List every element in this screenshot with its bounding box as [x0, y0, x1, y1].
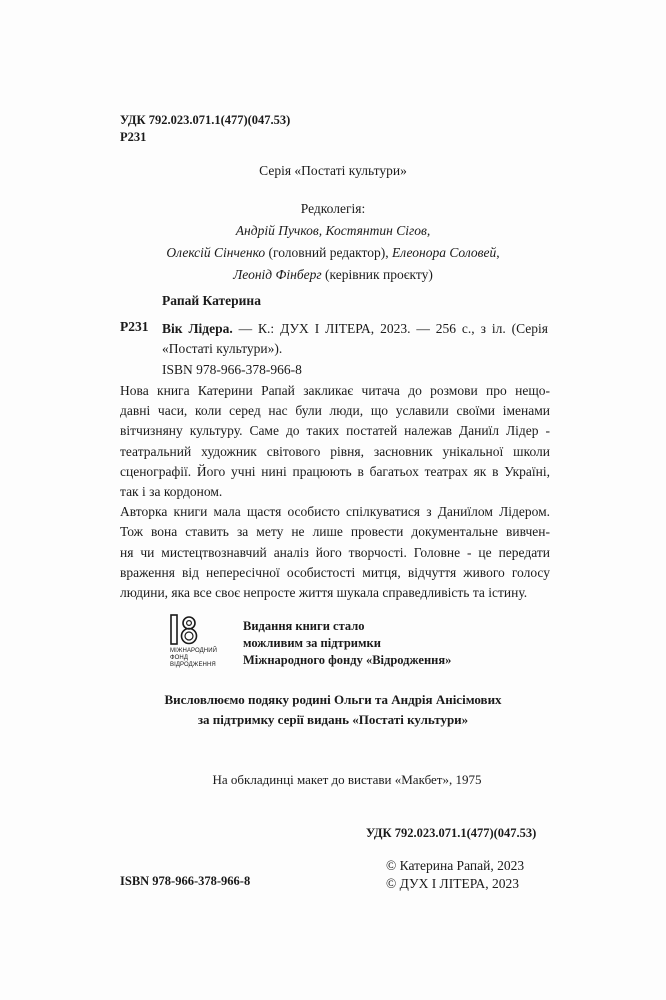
board-members: Андрій Пучков, Костянтин Сігов, — [235, 223, 431, 238]
editorial-board — [110, 198, 556, 286]
bibliographic-description — [162, 319, 548, 359]
board-role: (головний редактор), — [265, 245, 392, 260]
board-member: Елеонора Соловей — [391, 245, 497, 260]
author-code: Р231 — [120, 319, 149, 334]
cover-note: На обкладинці макет до вистави «Макбет», 1975 — [212, 772, 482, 787]
board-title: Редколегія: — [300, 201, 366, 216]
logo-text-line: МІЖНАРОДНИЙ — [170, 648, 218, 654]
annotation-line: давні часи, коли серед нас були люди, що уславили своїми іменами — [120, 403, 550, 419]
annotation-line: театральний художник світового рівня, засновник унікальної школи — [120, 443, 550, 459]
acknowledgement-line: за підтримку серії видань «Постаті культури» — [197, 712, 469, 727]
udk-header — [120, 112, 290, 146]
foundation-logo — [166, 614, 236, 676]
board-member: Олексій Сінченко — [166, 245, 266, 260]
annotation-line: ня чи мистецтвознавчий аналіз його творчості. Головне - це передати — [120, 544, 550, 560]
bib-line-2: «Постаті культури»). — [162, 341, 283, 356]
annotation-line: так і за кордоном. — [120, 484, 223, 500]
copyright-block — [386, 857, 524, 893]
board-line-1 — [110, 220, 556, 242]
support-statement — [243, 618, 451, 669]
annotation-line: вітчизняну культуру. Саме до таких постатей належав Даниїл Лідер - — [120, 423, 550, 439]
bib-line-1 — [162, 319, 548, 339]
board-role: (керівник проєкту) — [321, 267, 433, 282]
board-line-2 — [110, 242, 556, 264]
copyright-publisher: © ДУХ І ЛІТЕРА, 2023 — [386, 876, 519, 891]
acknowledgement — [0, 690, 666, 730]
annotation-line: людини, яка все своє непросте життя шукала справедливість та істину. — [120, 585, 528, 601]
annotation-line: враження від непересічної особистості митця, відчуття живого голосу — [120, 564, 550, 580]
support-line: Видання книги стало — [243, 619, 365, 633]
support-line: Міжнародного фонду «Відродження» — [243, 653, 452, 667]
annotation-line: Авторка книги мала щастя особисто спілкуватися з Даниїлом Лідером. — [120, 504, 550, 520]
foundation-logo-icon — [170, 614, 200, 646]
annotation-line: Нова книга Катерини Рапай закликає читача до розмови про нещо- — [120, 383, 550, 398]
board-member: Леонід Фінберг — [233, 267, 322, 282]
support-line: можливим за підтримки — [243, 636, 381, 650]
board-line-3 — [110, 264, 556, 286]
series-title: Серія «Постаті культури» — [259, 163, 407, 178]
acknowledgement-line: Висловлюємо подяку родині Ольги та Андрія Анісімових — [164, 692, 502, 707]
book-title: Вік Лідера. — [162, 321, 233, 336]
library-code: Р231 — [120, 130, 147, 144]
isbn-footer: ISBN 978-966-378-966-8 — [120, 874, 251, 888]
board-punct: , — [496, 245, 500, 260]
copyright-author: © Катерина Рапай, 2023 — [386, 858, 525, 873]
annotation-line: Тож вона ставить за мету не лише провести документальне вивчен- — [120, 524, 550, 540]
annotation — [120, 381, 550, 603]
logo-text-line: ВІДРОДЖЕННЯ — [170, 662, 216, 668]
isbn-record: ISBN 978-966-378-966-8 — [162, 362, 302, 377]
foundation-logo-text — [170, 648, 217, 669]
author-name: Рапай Катерина — [162, 293, 261, 308]
udk-code: УДК 792.023.071.1(477)(047.53) — [120, 113, 291, 127]
logo-text-line: ФОНД — [170, 655, 189, 661]
bib-details: — К.: ДУХ І ЛІТЕРА, 2023. — 256 с., з іл. (Серія — [232, 321, 548, 336]
annotation-line: сценографії. Його учні нині працюють в багатьох театрах як в Україні, — [120, 463, 550, 479]
udk-footer: УДК 792.023.071.1(477)(047.53) — [366, 826, 537, 840]
